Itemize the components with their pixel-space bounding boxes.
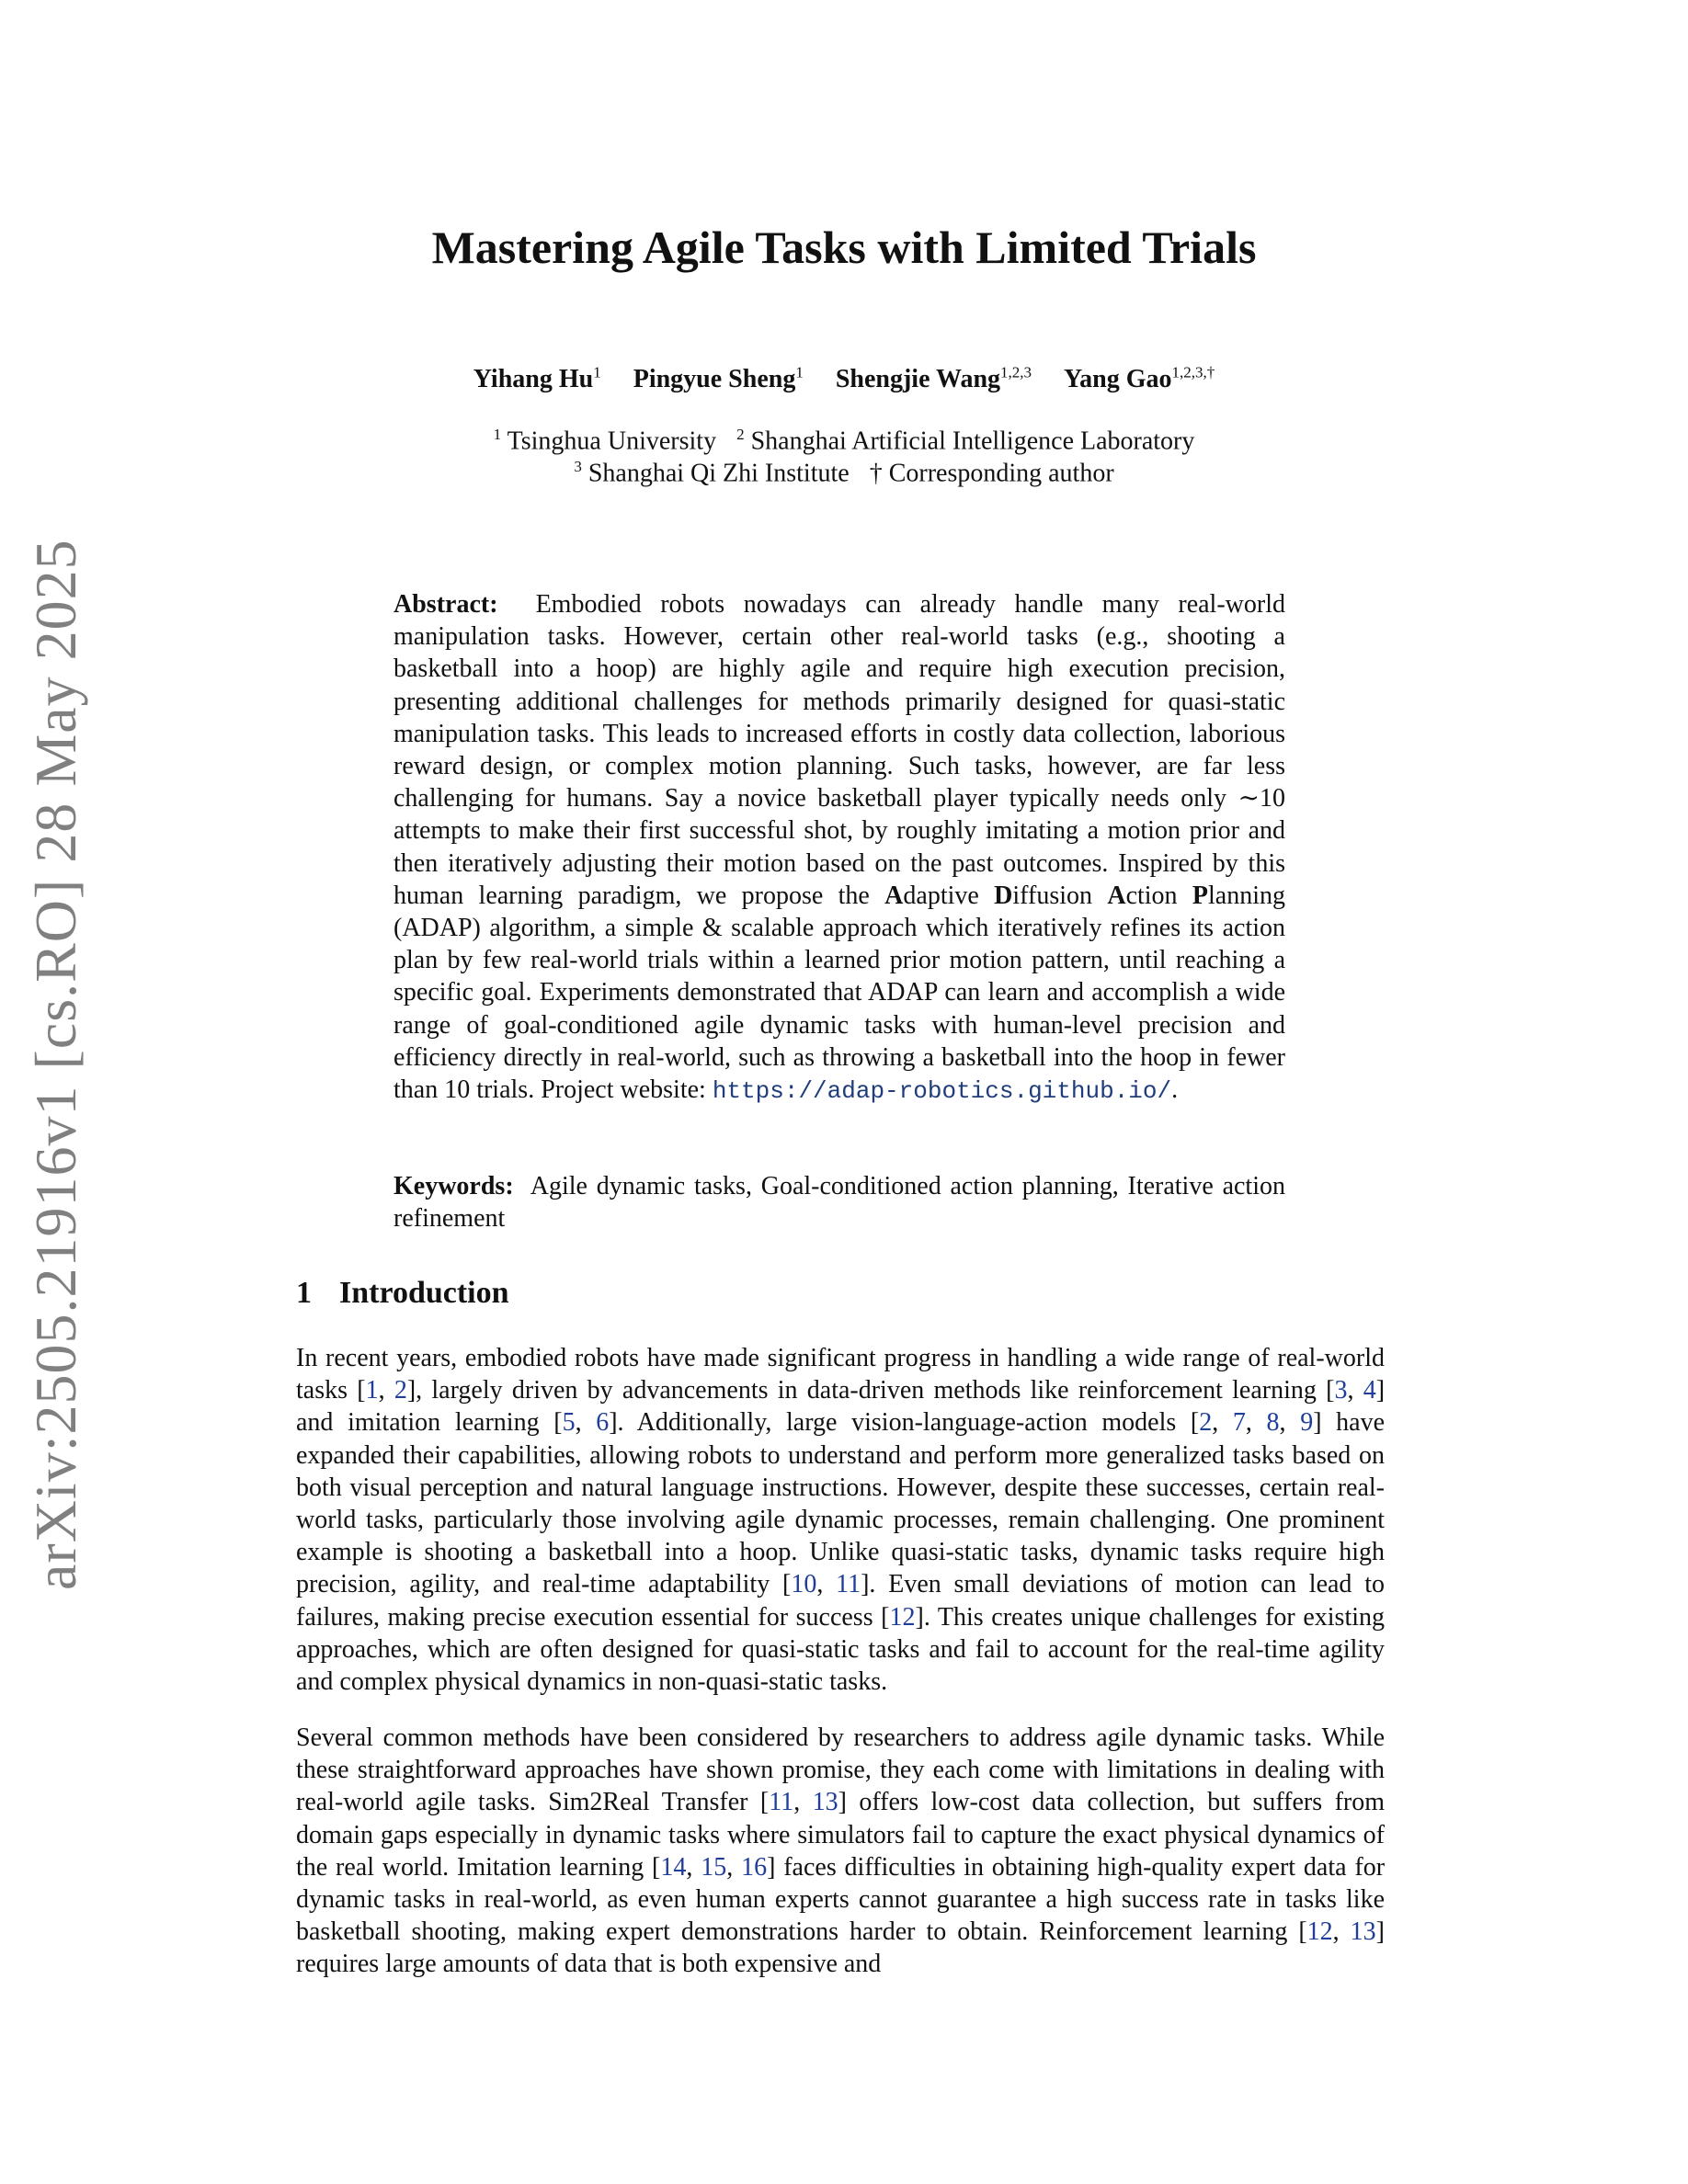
citation-link[interactable]: 8 (1266, 1408, 1280, 1438)
citation-link[interactable]: 12 (889, 1602, 916, 1632)
author: Yang Gao$^{1,2,3,\dagger}$ (1064, 364, 1215, 394)
citation-link[interactable]: 13 (1350, 1917, 1376, 1947)
author-list (0, 364, 1688, 394)
citation-link[interactable]: 13 (812, 1788, 838, 1817)
keywords: Keywords: Agile dynamic tasks, Goal-conditioned action planning, Iterative action refinement (393, 1172, 1285, 1234)
abstract-label: Abstract: (393, 590, 498, 619)
citation-link[interactable]: 2 (393, 1376, 407, 1405)
arxiv-identifier: arXiv:2505.21916v1 [cs.RO] 28 May 2025 (23, 539, 88, 1590)
affiliation-line: $^3$ Shanghai Qi Zhi Institute † Corresponding author (574, 458, 1114, 488)
citation-link[interactable]: 3 (1334, 1376, 1348, 1405)
citation-link[interactable]: 6 (596, 1408, 610, 1438)
citation-link[interactable]: 10 (791, 1570, 817, 1599)
author: Yihang Hu$^1$ (473, 364, 601, 394)
abstract: Abstract: Embodied robots nowadays can already handle many real-world manipulation tasks. However, certain other real-world tasks (e.g., shooting a basketball into a hoop) are highly agile and require high execution precision, presenting additional challenges for methods primarily designed for quasi-static manipulation tasks. This leads to increased efforts in costly data collection, laborious reward design, or complex motion planning. Such tasks, however, are far less challenging for humans. Say a novice basketball player typically needs only ∼10 attempts to make their first successful shot, by roughly imitating a motion prior and then iteratively adjusting their motion based on the past outcomes. Inspired by this human learning paradigm, we propose the Adaptive Diffusion Action Planning (ADAP) algorithm, a simple & scalable approach which iteratively refines its action plan by few real-world trials within a learned prior motion pattern, until reaching a specific goal. Experiments demonstrated that ADAP can learn and accomplish a wide range of goal-conditioned agile dynamic tasks with human-level precision and efficiency directly in real-world, such as throwing a basketball into the hoop in fewer than 10 trials. Project website: https://adap-robotics.github.io/. (393, 590, 1285, 1106)
citation-link[interactable]: 7 (1232, 1408, 1246, 1438)
section-heading: 1 Introduction (296, 1276, 509, 1310)
citation-link[interactable]: 9 (1300, 1408, 1314, 1438)
intro-paragraph-2: Several common methods have been considered by researchers to address agile dynamic tasks. While these straightforward approaches have shown promise, they each come with limitations in dealing with real-world agile tasks. Sim2Real Transfer [11, 13] offers low-cost data collection, but suffers from domain gaps especially in dynamic tasks where simulators fail to capture the exact physical dynamics of the real world. Imitation learning [14, 15, 16] faces difficulties in obtaining high-quality expert data for dynamic tasks in real-world, as even human experts cannot guarantee a high success rate in tasks like basketball shooting, making expert demonstrations harder to obtain. Reinforcement learning [12, 13] requires large amounts of data that is both expensive and (296, 1723, 1386, 1979)
citation-link[interactable]: 5 (562, 1408, 576, 1438)
intro-paragraph-1: In recent years, embodied robots have made significant progress in handling a wide range of real-world tasks [1, 2], largely driven by advancements in data-driven methods like reinforcement learning [3, 4] and imitation learning [5, 6]. Additionally, large vision-language-action models [2, 7, 8, 9] have expanded their capabilities, allowing robots to understand and perform more generalized tasks based on both visual perception and natural language instructions. However, despite these successes, certain real-world tasks, particularly those involving agile dynamic processes, remain challenging. One prominent example is shooting a basketball into a hoop. Unlike quasi-static tasks, dynamic tasks require high precision, agility, and real-time adaptability [10, 11]. Even small deviations of motion can lead to failures, making precise execution essential for success [12]. This creates unique challenges for existing approaches, which are often designed for quasi-static tasks and fail to account for the real-time agility and complex physical dynamics in non-quasi-static tasks. (296, 1344, 1386, 1697)
citation-link[interactable]: 11 (836, 1570, 861, 1599)
citation-link[interactable]: 16 (741, 1852, 768, 1882)
keywords-label: Keywords: (393, 1172, 514, 1200)
author: Pingyue Sheng$^1$ (633, 364, 804, 394)
project-website-link[interactable]: https://adap-robotics.github.io/ (712, 1077, 1172, 1106)
citation-link[interactable]: 14 (660, 1852, 687, 1882)
citation-link[interactable]: 12 (1306, 1917, 1333, 1947)
citation-link[interactable]: 1 (365, 1376, 379, 1405)
citation-link[interactable]: 2 (1199, 1408, 1213, 1438)
citation-link[interactable]: 11 (769, 1788, 794, 1817)
citation-link[interactable]: 15 (701, 1852, 727, 1882)
affiliation-line: $^1$ Tsinghua University $^2$ Shanghai Artificial Intelligence Laboratory (493, 426, 1195, 456)
author: Shengjie Wang$^{1,2,3}$ (835, 364, 1032, 394)
citation-link[interactable]: 4 (1363, 1376, 1376, 1405)
paper-title: Mastering Agile Tasks with Limited Trials (431, 222, 1257, 273)
